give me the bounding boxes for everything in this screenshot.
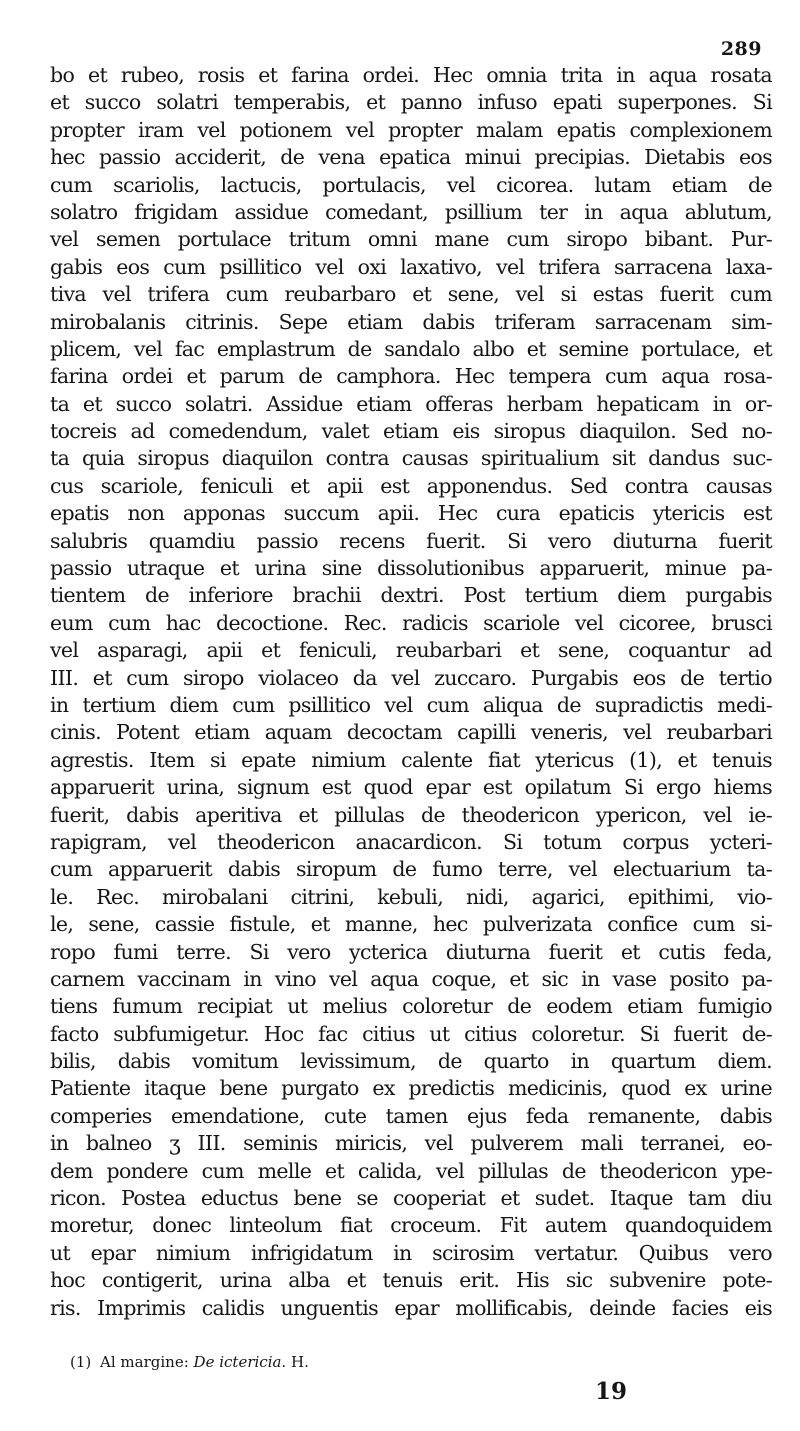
text-line: ut epar nimium infrigidatum in scirosim vertatur. Quibus vero [50, 1240, 772, 1265]
footnote-text: Al margine: [100, 1353, 189, 1371]
page-number: 289 [720, 38, 762, 60]
footnote-suffix: H. [290, 1353, 309, 1371]
text-line: propter iram vel potionem vel propter malam epatis complexionem [50, 117, 772, 142]
text-line: ropo fumi terre. Si vero ycterica diuturna fuerit et cutis feda, [50, 939, 772, 964]
text-line: tiva vel trifera cum reubarbaro et sene, vel si estas fuerit cum [50, 282, 772, 307]
footnote-marker: (1) [70, 1353, 92, 1371]
text-line: comperies emendatione, cute tamen ejus feda remanente, dabis [50, 1103, 772, 1128]
text-line: bilis, dabis vomitum levissimum, de quarto in quartum diem. [50, 1049, 772, 1074]
text-line: plicem, vel fac emplastrum de sandalo albo et semine portulace, et [50, 336, 772, 361]
text-line: cum scariolis, lactucis, portulacis, vel cicorea. lutam etiam de [50, 172, 772, 197]
body-text [50, 62, 772, 1322]
text-line: dem pondere cum melle et calida, vel pillulas de theodericon ype- [50, 1158, 772, 1183]
footnote [70, 1353, 309, 1371]
text-line: salubris quamdiu passio recens fuerit. Si vero diuturna fuerit [50, 528, 772, 553]
text-line: eum cum hac decoctione. Rec. radicis scariole vel cicoree, brusci [50, 610, 772, 635]
text-line: solatro frigidam assidue comedant, psillium ter in aqua ablutum, [50, 199, 772, 224]
text-line: cus scariole, feniculi et apii est apponendus. Sed contra causas [50, 473, 772, 498]
text-line: III. et cum siropo violaceo da vel zuccaro. Purgabis eos de tertio [50, 665, 772, 690]
text-line: hoc contigerit, urina alba et tenuis erit. His sic subvenire pote- [50, 1268, 772, 1293]
text-line: fuerit, dabis aperitiva et pillulas de theodericon ypericon, vel ie- [50, 802, 772, 827]
text-line: hec passio acciderit, de vena epatica minui precipias. Dietabis eos [50, 145, 772, 170]
text-line: cum apparuerit dabis siropum de fumo terre, vel electuarium ta- [50, 857, 772, 882]
text-line: ricon. Postea eductus bene se cooperiat et sudet. Itaque tam diu [50, 1186, 772, 1211]
text-line: tientem de inferiore brachii dextri. Post tertium diem purgabis [50, 583, 772, 608]
text-line: gabis eos cum psillitico vel oxi laxativo, vel trifera sarracena laxa- [50, 254, 772, 279]
text-line: in tertium diem cum psillitico vel cum aliqua de supradictis medi- [50, 692, 772, 717]
text-line: apparuerit urina, signum est quod epar est opilatum Si ergo hiems [50, 775, 772, 800]
text-line: bo et rubeo, rosis et farina ordei. Hec omnia trita in aqua rosata [50, 63, 772, 87]
text-line: Patiente itaque bene purgato ex predictis medicinis, quod ex urine [50, 1076, 772, 1101]
text-line: tiens fumum recipiat ut melius coloretur de eodem etiam fumigio [50, 994, 772, 1019]
text-line: le, sene, cassie fistule, et manne, hec pulverizata confice cum si- [50, 912, 772, 937]
text-line: carnem vaccinam in vino vel aqua coque, et sic in vase posito pa- [50, 966, 772, 991]
text-line: ta et succo solatri. Assidue etiam offeras herbam hepaticam in or- [50, 391, 772, 416]
text-line: et succo solatri temperabis, et panno infuso epati superpones. Si [50, 90, 772, 115]
text-line: ta quia siropus diaquilon contra causas spiritualium sit dandus suc- [50, 446, 772, 471]
text-line: vel asparagi, apii et feniculi, reubarbari et sene, coquantur ad [50, 638, 772, 663]
text-line: farina ordei et parum de camphora. Hec tempera cum aqua rosa- [50, 364, 772, 389]
text-line: agrestis. Item si epate nimium calente fiat ytericus (1), et tenuis [50, 747, 772, 772]
text-line: mirobalanis citrinis. Sepe etiam dabis triferam sarracenam sim- [50, 309, 772, 334]
text-line: vel semen portulace tritum omni mane cum siropo bibant. Pur- [50, 227, 772, 252]
signature-mark: 19 [595, 1378, 628, 1405]
text-line: ris. Imprimis calidis unguentis epar mollificabis, deinde facies eis [50, 1295, 772, 1320]
text-line: epatis non apponas succum apii. Hec cura epaticis ytericis est [50, 501, 772, 526]
text-line: cinis. Potent etiam aquam decoctam capilli veneris, vel reubarbari [50, 720, 772, 745]
text-line: rapigram, vel theodericon anacardicon. Si totum corpus ycteri- [50, 829, 772, 854]
text-line: in balneo ʒ III. seminis miricis, vel pulverem mali terranei, eo- [50, 1131, 772, 1156]
text-line: le. Rec. mirobalani citrini, kebuli, nidi, agarici, epithimi, vio- [50, 884, 772, 909]
text-line: passio utraque et urina sine dissolutionibus apparuerit, minue pa- [50, 556, 772, 581]
text-line: tocreis ad comedendum, valet etiam eis siropus diaquilon. Sed no- [50, 419, 772, 444]
text-line: moretur, donec linteolum fiat croceum. Fit autem quandoquidem [50, 1213, 772, 1238]
footnote-italic: De ictericia. [193, 1353, 287, 1371]
text-line: facto subfumigetur. Hoc fac citius ut citius coloretur. Si fuerit de- [50, 1021, 772, 1046]
